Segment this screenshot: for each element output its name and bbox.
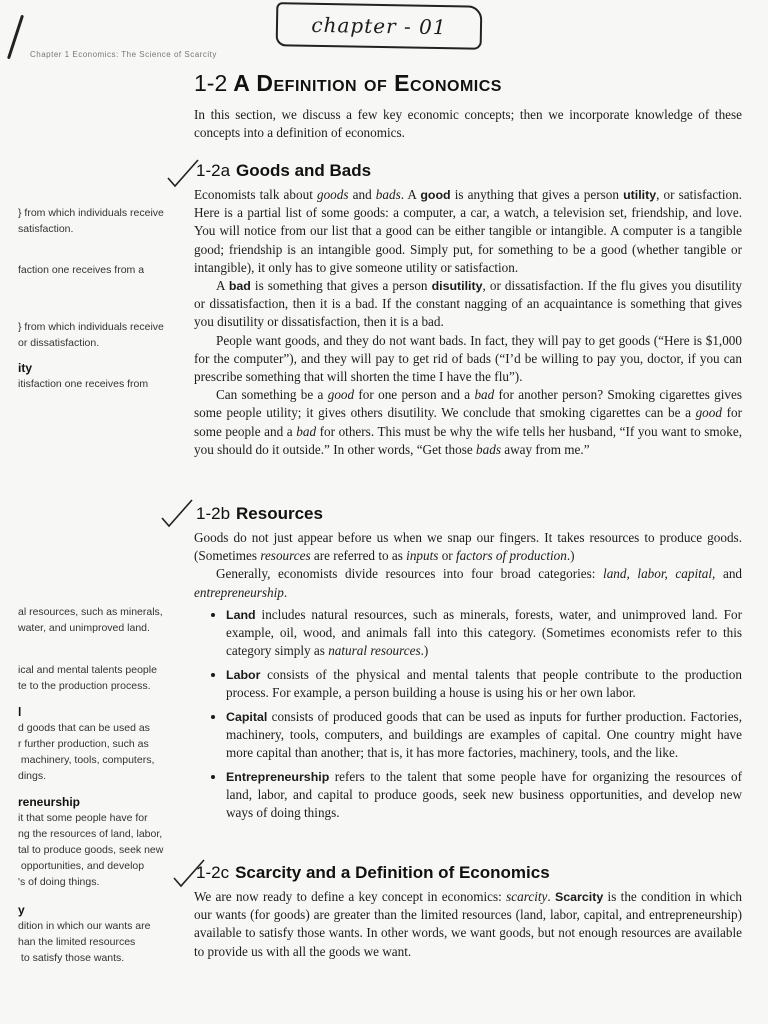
glossary-entry (18, 704, 178, 784)
emphasis-text: good (695, 405, 722, 421)
glossary-term: l (18, 705, 22, 719)
emphasis-text: resources (260, 548, 311, 564)
checkmark-icon (160, 498, 194, 528)
resource-item (226, 708, 742, 762)
checkmark-icon (166, 158, 200, 188)
resource-item (226, 768, 742, 822)
resource-description: consists of produced goods that can be used as inputs for further production. Factories, machinery, tools, computers, and buildings are examples of capital. One country might have more capital than another; that is, it has more factories, machinery, tools, and the like. (226, 708, 742, 760)
glossary-line: } from which individuals receive (18, 207, 164, 219)
resource-term: Capital (226, 709, 268, 724)
resource-description: refers to the talent that some people have for organizing the resources of land, labor, and capital to produce goods, seek new business opportunities, and develop new ways of doing things. (226, 768, 742, 820)
emphasis-text: natural resources (328, 642, 421, 658)
key-term: disutility (431, 279, 483, 294)
key-term: good (420, 188, 451, 202)
scarcity-body (194, 888, 742, 961)
glossary-line: water, and unimproved land. (18, 622, 150, 634)
glossary-line: al resources, such as minerals, (18, 606, 163, 618)
emphasis-text: goods (316, 187, 349, 202)
resources-body (194, 529, 742, 828)
text-run: We are now ready to define a key concept in economics: (194, 889, 507, 904)
section-heading: 1-2 A Definition of Economics (194, 70, 502, 96)
resource-term: Labor (226, 667, 261, 682)
text-run: away from me.” (500, 441, 590, 457)
resource-list (194, 606, 742, 822)
glossary-line: d goods that can be used as (18, 722, 150, 734)
scarcity-paragraph (194, 888, 742, 961)
glossary-line: it that some people have for (18, 812, 148, 824)
resource-description: includes natural resources, such as minerals, forests, water, and unimproved land. For example, oil, wood, and animals fall into this category. (Sometimes economists refer to this category simply as (226, 606, 742, 658)
margin-glossary (0, 0, 175, 1024)
glossary-line: to satisfy those wants. (18, 952, 125, 964)
text-run: and (715, 566, 743, 582)
glossary-line: opportunities, and develop (18, 860, 145, 872)
emphasis-text: land, labor, capital, (603, 566, 716, 582)
emphasis-text: factors of production (456, 548, 567, 564)
glossary-line: ical and mental talents people (18, 664, 157, 676)
text-run: is the condition in which our wants (for goods) are greater than the limited resources (land, labor, capital, and entrepreneurship) available to satisfy those wants. In other words, we want goods, but not enough resources are available to provide us with all the goods we want. (194, 889, 742, 959)
handwritten-chapter-label: chapter - 01 (276, 2, 483, 50)
glossary-line: te to the production process. (18, 680, 151, 692)
glossary-entry (18, 902, 178, 966)
text-run: Can something be a (216, 387, 328, 403)
goods-paragraph-3: People want goods, and they do not want bads. In fact, they will pay to get goods (“Here is $1,000 for the computer”), and they will pay to get rid of bads (“I’d be willing to pay you, doctor, if you can prescribe something that will shorten the time I have the flu”). (194, 332, 742, 385)
text-run: .) (566, 548, 575, 564)
emphasis-text: bad (474, 387, 495, 403)
glossary-line: } from which individuals receive (18, 321, 164, 333)
glossary-line: itisfaction one receives from (18, 378, 149, 390)
goods-body (194, 186, 742, 459)
text-run: is anything that gives a person (450, 187, 624, 202)
text-run: and (348, 187, 376, 202)
text-run: , or dissatisfaction. If the flu gives you disutility or dissatisfaction, then it is a bad. If the constant nagging of an acquaintance is something that gives you disutility or dissatisfaction, then it is a bad. (194, 278, 742, 330)
glossary-entry (18, 319, 178, 351)
glossary-entry (18, 262, 178, 278)
resource-description: consists of the physical and mental talents that people contribute to the production process. For example, a person building a house is using his or her own labor. (226, 666, 742, 700)
running-head: Chapter 1 Economics: The Science of Scarcity (30, 50, 217, 59)
text-run: . A (400, 187, 421, 202)
text-run: for others. This must be why the wife tells her husband, “If you want to smoke, you should do it outside.” In other words, “Get those (194, 423, 743, 457)
text-run: for another person? Smoking cigarettes gives some people utility; it gives others disutility. We conclude that smoking cigarettes can be a (194, 387, 742, 421)
text-run: Economists talk about (194, 187, 317, 202)
emphasis-text: bads (375, 187, 401, 202)
text-run: Goods do not just appear before us when we snap our fingers. It takes resources to produce goods. (Sometimes (194, 530, 742, 564)
glossary-line: satisfaction. (18, 223, 74, 235)
intro-paragraph: In this section, we discuss a few key economic concepts; then we incorporate knowledge of these concepts into a definition of economics. (194, 107, 742, 141)
emphasis-text: bads (476, 441, 501, 457)
key-term: utility (623, 188, 657, 202)
resources-paragraph-1 (194, 529, 742, 565)
glossary-line: 's of doing things. (18, 876, 100, 888)
resource-item (226, 666, 742, 702)
subsection-heading-scarcity: 1-2c Scarcity and a Definition of Economics (196, 863, 550, 882)
glossary-entry (18, 360, 178, 392)
emphasis-text: inputs (406, 548, 439, 564)
goods-paragraph-1 (194, 186, 742, 277)
emphasis-text: bad (296, 423, 317, 439)
text-run: for one person and a (354, 387, 475, 403)
glossary-entry (18, 604, 178, 636)
subsection-heading-goods: 1-2a Goods and Bads (196, 161, 372, 180)
resource-item (226, 606, 742, 660)
glossary-line: dings. (18, 770, 47, 782)
glossary-line: or dissatisfaction. (18, 337, 100, 349)
resources-paragraph-2 (194, 565, 742, 601)
glossary-line: han the limited resources (18, 936, 136, 948)
text-run: A (216, 278, 229, 294)
emphasis-text: entrepreneurship (194, 584, 284, 600)
glossary-entry (18, 662, 178, 694)
emphasis-text: good (327, 387, 355, 403)
key-term: bad (228, 279, 251, 294)
text-run: Generally, economists divide resources into four broad categories: (216, 566, 604, 582)
glossary-line: r further production, such as (18, 738, 149, 750)
glossary-line: faction one receives from a (18, 264, 145, 276)
emphasis-text: scarcity (506, 889, 548, 904)
text-run: . (283, 584, 288, 600)
text-run: , or satisfaction. Here is a partial list of some goods: a computer, a car, a watch, a television set, friendship, and love. You will notice from our list that a good can be either tangible or intangible. A computer is a tangible good; friendship is an intangible good. Simply put, for something to be a good (whether tangible or intangible), it only has to give someone utility or satisfaction. (194, 187, 742, 275)
glossary-entry (18, 205, 178, 237)
section-intro (194, 68, 742, 142)
glossary-term: reneurship (18, 795, 81, 809)
glossary-term: ity (18, 361, 33, 375)
glossary-term: y (18, 903, 25, 917)
goods-paragraph-4 (194, 386, 742, 459)
text-run: is something that gives a person (250, 278, 432, 294)
glossary-line: tal to produce goods, seek new (18, 844, 164, 856)
glossary-line: machinery, tools, computers, (18, 754, 155, 766)
key-term: Scarcity (555, 890, 604, 904)
glossary-entry (18, 794, 178, 890)
glossary-line: dition in which our wants are (18, 920, 151, 932)
text-run: or (438, 548, 456, 564)
text-run: are referred to as (310, 548, 407, 564)
text-run: for some people and a (194, 405, 742, 439)
subsection-heading-resources: 1-2b Resources (196, 504, 323, 523)
goods-paragraph-2 (194, 277, 742, 332)
glossary-line: ng the resources of land, labor, (18, 828, 163, 840)
resource-term: Land (226, 607, 256, 622)
text-run: . (547, 889, 556, 904)
resource-term: Entrepreneurship (226, 769, 330, 784)
text-run: .) (420, 642, 429, 658)
